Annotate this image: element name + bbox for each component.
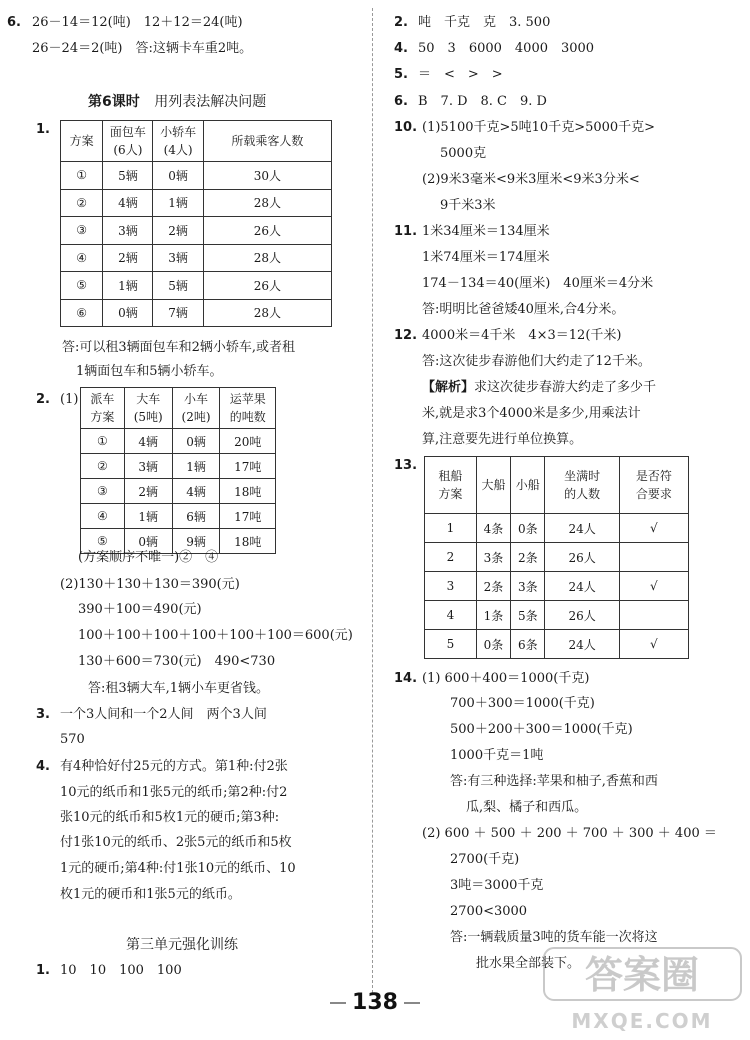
table-cell: 6辆	[172, 504, 220, 529]
table-cell: 4辆	[172, 479, 220, 504]
question-2-part-2-line: 答:租3辆大车,1辆小车更省钱。	[88, 681, 270, 696]
table-cell: 3辆	[124, 454, 172, 479]
question-14-line: (2) 600 ＋ 500 ＋ 200 ＋ 700 ＋ 300 ＋ 400 ＝	[422, 826, 717, 841]
table-cell	[619, 601, 688, 630]
table-cell: ②	[81, 454, 125, 479]
table-cell: ④	[61, 244, 103, 272]
table-row	[81, 479, 276, 504]
table-cell: 1辆	[103, 272, 153, 300]
truck-plan-table	[80, 387, 276, 554]
table-cell: 28人	[203, 299, 331, 327]
question-6-line-2: 26－24＝2(吨) 答:这辆卡车重2吨。	[32, 41, 253, 56]
table-header-cell: 小车 (2吨)	[172, 388, 220, 429]
table-cell: 4辆	[124, 429, 172, 454]
page-number-dash-right	[404, 1002, 420, 1004]
table-cell: 1	[425, 514, 477, 543]
question-10-line: (2)9米3毫米<9米3厘米<9米3分米<	[422, 172, 640, 187]
table-cell: 2辆	[103, 244, 153, 272]
question-14-line: (1) 600＋400＝1000(千克)	[422, 671, 590, 686]
question-2-part-2-line: (2)130＋130＋130＝390(元)	[60, 577, 240, 592]
table-header-cell: 运苹果 的吨数	[220, 388, 276, 429]
table-cell: 5辆	[103, 162, 153, 190]
lesson-heading-number: 第6课时	[88, 94, 140, 110]
watermark-logo-text: 答案圈	[584, 953, 700, 997]
question-4-line: 有4种恰好付25元的方式。第1种:付2张	[60, 759, 288, 774]
table-row	[81, 454, 276, 479]
table-cell: 6条	[511, 630, 545, 659]
question-4-line: 10元的纸币和1张5元的纸币;第2种:付2	[60, 785, 288, 800]
table-cell: 3	[425, 572, 477, 601]
table-cell	[619, 543, 688, 572]
table-header-cell: 坐满时 的人数	[545, 457, 619, 514]
question-2-part-2-line: 100＋100＋100＋100＋100＋100＝600(元)	[78, 628, 353, 643]
question-14-line: 500＋200＋300＝1000(千克)	[450, 722, 633, 737]
table-cell: 2辆	[153, 217, 203, 245]
lesson-heading	[88, 93, 266, 111]
table-cell: 1条	[476, 601, 510, 630]
table-row	[81, 504, 276, 529]
question-11-line: 1米34厘米＝134厘米	[422, 224, 550, 239]
question-11-number: 11.	[394, 224, 418, 239]
table-cell: 20吨	[220, 429, 276, 454]
unit-question-1-answer: 10 10 100 100	[60, 963, 182, 978]
table-cell: 5辆	[153, 272, 203, 300]
question-6-number: 6.	[394, 94, 408, 109]
question-2-part-1-label: (1)	[60, 392, 79, 407]
question-1-answer-line-1: 答:可以租3辆面包车和2辆小轿车,或者租	[62, 340, 296, 355]
question-4-number: 4.	[394, 41, 408, 56]
unit-heading: 第三单元强化训练	[126, 937, 238, 953]
table-row	[425, 543, 689, 572]
table-row	[61, 162, 332, 190]
table-cell: 4辆	[103, 189, 153, 217]
table-cell: √	[619, 514, 688, 543]
question-3-line-1: 一个3人间和一个2人间 两个3人间	[60, 707, 267, 722]
question-6-line-1: 26－14＝12(吨) 12＋12＝24(吨)	[32, 15, 243, 30]
table-header-cell: 小轿车 (4人)	[153, 121, 203, 162]
question-4-answer: 50 3 6000 4000 3000	[418, 41, 595, 56]
table-cell: 4条	[476, 514, 510, 543]
question-11-line: 答:明明比爸爸矮40厘米,合4分米。	[422, 302, 625, 317]
table-header-row	[61, 121, 332, 162]
question-14-line: 瓜,梨、橘子和西瓜。	[466, 800, 588, 815]
table-cell: 5条	[511, 601, 545, 630]
table-header-cell: 面包车 (6人)	[103, 121, 153, 162]
table-cell: 2	[425, 543, 477, 572]
analysis-line: 求这次徒步春游大约走了多少千	[474, 380, 657, 395]
lesson-heading-title: 用列表法解决问题	[154, 94, 267, 110]
page-number-dash-left	[330, 1002, 346, 1004]
table-cell: 26人	[545, 543, 619, 572]
question-2-number: 2.	[394, 15, 408, 30]
table-cell: √	[619, 572, 688, 601]
table-header-row	[425, 457, 689, 514]
table-row	[425, 630, 689, 659]
table-cell: 17吨	[220, 454, 276, 479]
table-cell: 28人	[203, 189, 331, 217]
table-cell: ③	[61, 217, 103, 245]
table-header-cell: 大车 (5吨)	[124, 388, 172, 429]
table-cell: 26人	[545, 601, 619, 630]
table-cell: 9辆	[172, 529, 220, 554]
question-14-line: 批水果全部装下。	[476, 956, 581, 971]
question-10-number: 10.	[394, 120, 418, 135]
question-13-number: 13.	[394, 458, 418, 473]
question-1-answer-line-2: 1辆面包车和5辆小轿车。	[76, 364, 223, 379]
boat-rental-table	[424, 456, 689, 659]
question-3-number: 3.	[36, 707, 50, 722]
question-12-analysis-line: 米,就是求3个4000米是多少,用乘法计	[422, 406, 641, 421]
question-12-analysis-line: 算,注意要先进行单位换算。	[422, 432, 583, 447]
question-12-line: 4000米＝4千米 4×3＝12(千米)	[422, 328, 622, 343]
question-14-number: 14.	[394, 671, 418, 686]
table-cell: 2条	[511, 543, 545, 572]
table-row	[61, 217, 332, 245]
table-cell: 17吨	[220, 504, 276, 529]
table-row	[61, 244, 332, 272]
table-cell: ⑤	[61, 272, 103, 300]
table-cell: ①	[81, 429, 125, 454]
question-12-line: 答:这次徒步春游他们大约走了12千米。	[422, 354, 651, 369]
table-cell: ①	[61, 162, 103, 190]
column-divider	[372, 8, 373, 993]
table-row	[425, 572, 689, 601]
table-cell: 5	[425, 630, 477, 659]
table-row	[61, 272, 332, 300]
question-12-analysis	[422, 379, 656, 397]
table-row	[81, 429, 276, 454]
analysis-label: 【解析】	[422, 380, 475, 395]
table-cell: 0辆	[124, 529, 172, 554]
vehicle-plan-table	[60, 120, 332, 327]
table-cell: 24人	[545, 572, 619, 601]
table-row	[61, 299, 332, 327]
watermark-url: MXQE.COM	[571, 1009, 713, 1033]
question-10-line: (1)5100千克>5吨10千克>5000千克>	[422, 120, 656, 135]
question-2-part-2-line: 130＋600＝730(元) 490<730	[78, 654, 276, 669]
table-cell: 7辆	[153, 299, 203, 327]
table-cell: 4	[425, 601, 477, 630]
question-14-line: 1000千克＝1吨	[450, 748, 544, 763]
table-cell: 18吨	[220, 529, 276, 554]
page-number-text: 138	[352, 990, 398, 1015]
table-cell: ②	[61, 189, 103, 217]
table-header-cell: 大船	[476, 457, 510, 514]
watermark-logo	[540, 940, 745, 1035]
question-2-number: 2.	[36, 392, 50, 407]
question-3-line-2: 570	[60, 732, 85, 747]
table-cell: 0辆	[172, 429, 220, 454]
table-cell: 2条	[476, 572, 510, 601]
question-4-line: 付1张10元的纸币、2张5元的纸币和5枚	[60, 835, 292, 850]
table-cell: ③	[81, 479, 125, 504]
table-cell: 26人	[203, 217, 331, 245]
question-6-answer: B 7. D 8. C 9. D	[418, 94, 547, 109]
table-cell: 26人	[203, 272, 331, 300]
table-cell: 30人	[203, 162, 331, 190]
table-cell: √	[619, 630, 688, 659]
question-11-line: 174－134＝40(厘米) 40厘米＝4分米	[422, 276, 654, 291]
question-2-part-2-line: 390＋100＝490(元)	[78, 602, 202, 617]
table-cell: 0辆	[153, 162, 203, 190]
table-header-row	[81, 388, 276, 429]
table-header-cell: 小船	[511, 457, 545, 514]
question-4-line: 枚1元的硬币和1张5元的纸币。	[60, 887, 241, 902]
question-6-number: 6.	[7, 15, 21, 30]
table-cell: ④	[81, 504, 125, 529]
question-14-line: 700＋300＝1000(千克)	[450, 696, 595, 711]
unit-question-1-number: 1.	[36, 963, 50, 978]
question-5-number: 5.	[394, 67, 408, 82]
table-cell: 1辆	[124, 504, 172, 529]
table-cell: 0条	[511, 514, 545, 543]
question-2-answer: 吨 千克 克 3. 500	[418, 15, 551, 30]
question-2-note: (方案顺序不唯一)② ④	[78, 550, 219, 565]
question-10-line: 9千米3米	[440, 198, 496, 213]
question-5-answer: ＝ < > >	[418, 67, 503, 82]
table-header-cell: 是否符 合要求	[619, 457, 688, 514]
question-4-line: 1元的硬币;第4种:付1张10元的纸币、10	[60, 861, 296, 876]
question-11-line: 1米74厘米＝174厘米	[422, 250, 550, 265]
question-14-line: 2700(千克)	[450, 852, 520, 867]
table-cell: 18吨	[220, 479, 276, 504]
table-cell: 0条	[476, 630, 510, 659]
table-cell: 2辆	[124, 479, 172, 504]
page-number	[320, 990, 430, 1015]
table-cell: 3条	[511, 572, 545, 601]
table-row	[425, 514, 689, 543]
question-4-number: 4.	[36, 759, 50, 774]
question-1-number: 1.	[36, 122, 50, 137]
table-cell: 24人	[545, 514, 619, 543]
question-10-line: 5000克	[440, 146, 487, 161]
question-14-line: 答:有三种选择:苹果和柚子,香蕉和西	[450, 774, 658, 789]
question-4-line: 张10元的纸币和5枚1元的硬币;第3种:	[60, 810, 280, 825]
table-cell: 1辆	[153, 189, 203, 217]
table-header-cell: 派车 方案	[81, 388, 125, 429]
question-14-line: 3吨＝3000千克	[450, 878, 544, 893]
table-cell: 28人	[203, 244, 331, 272]
table-cell: ⑤	[81, 529, 125, 554]
table-cell: 3辆	[153, 244, 203, 272]
table-cell: ⑥	[61, 299, 103, 327]
table-row	[425, 601, 689, 630]
question-14-line: 答:一辆载质量3吨的货车能一次将这	[450, 930, 658, 945]
table-cell: 24人	[545, 630, 619, 659]
table-row	[61, 189, 332, 217]
question-12-number: 12.	[394, 328, 418, 343]
table-cell: 3条	[476, 543, 510, 572]
table-cell: 3辆	[103, 217, 153, 245]
table-header-cell: 所载乘客人数	[203, 121, 331, 162]
table-cell: 0辆	[103, 299, 153, 327]
question-14-line: 2700<3000	[450, 904, 528, 919]
table-header-cell: 方案	[61, 121, 103, 162]
table-header-cell: 租船 方案	[425, 457, 477, 514]
table-cell: 1辆	[172, 454, 220, 479]
